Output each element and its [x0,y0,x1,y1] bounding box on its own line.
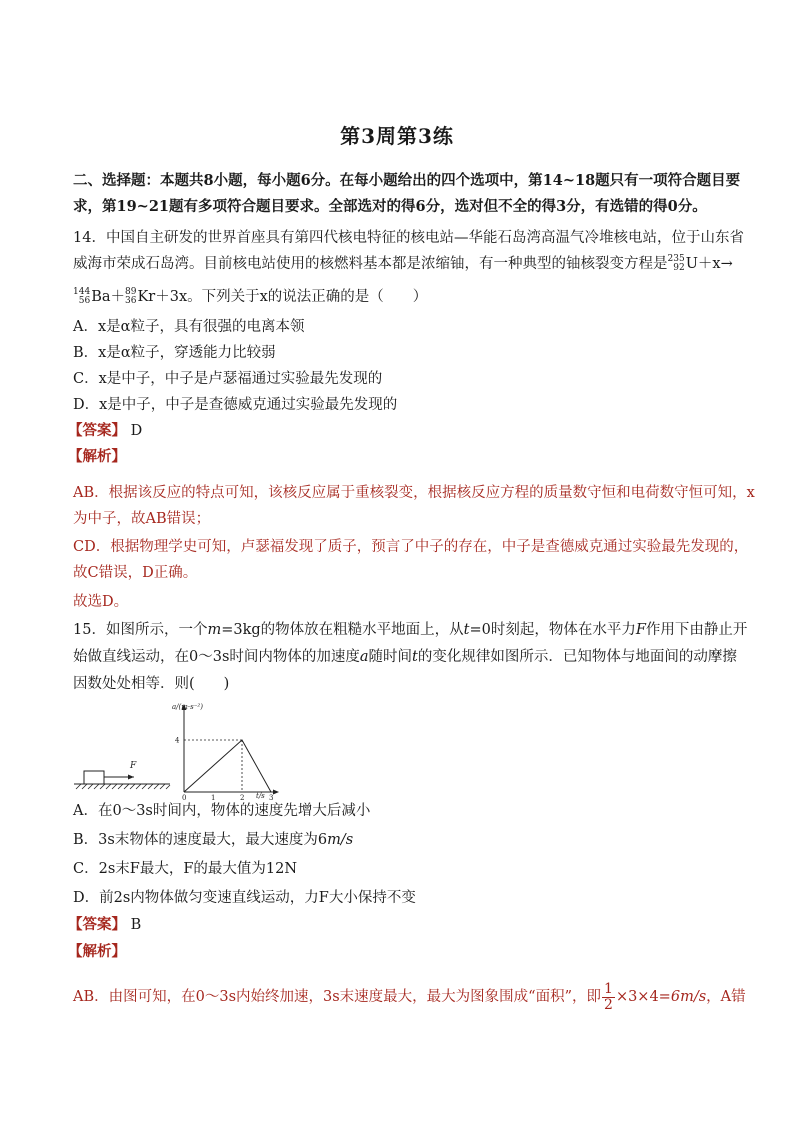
q14-analysis-line1: AB．根据该反应的特点可知，该核反应属于重核裂变，根据核反应方程的质量数守恒和电荷数守恒可知，x [73,485,755,501]
a-t-series-line [184,740,271,792]
q14-stem-line2: 威海市荣成石岛湾。目前核电站使用的核燃料基本都是浓缩铀，有一种典型的铀核裂变方程是 235 92 U＋x→ [73,254,733,273]
q14-analysis-line5: 故选D。 [73,594,129,610]
q15-option-c: C．2s末F最大，F的最大值为12N [73,861,298,877]
q14-analysis-line2: 为中子，故AB错误； [73,511,211,527]
fraction-one-half: $\frac{1}{2}$ [604,980,613,1013]
q15-figure [70,700,300,800]
force-label: F [130,761,137,771]
section-instructions-line2: 求，第19~21题有多项符合题目要求。全部选对的得6分，选对但不全的得3分，有选错的得0分。 [73,198,707,215]
x-tick-label: 0 [182,794,187,800]
y-tick-label: 4 [175,736,180,745]
q14-analysis-line4: 故C错误，D正确。 [73,565,198,581]
q15-stem-line1: 15．如图所示，一个m=3kg的物体放在粗糙水平地面上，从t=0时刻起，物体在水平力F作用下由静止开 [73,622,748,638]
q15-analysis-label: 【解析】 [68,943,126,960]
block [84,771,104,784]
q14-stem-line1: 14．中国自主研发的世界首座具有第四代核电特征的核电站—华能石岛湾高温气冷堆核电站，位于山东省 [73,230,744,246]
y-axis-label: a/(m·s⁻²) [172,703,203,711]
q14-analysis-line3: CD．根据物理学史可知，卢瑟福发现了质子，预言了中子的存在，中子是查德威克通过实验最先发现的， [73,539,749,555]
q14-option-b: B．x是α粒子，穿透能力比较弱 [73,345,276,361]
force-arrow [104,775,134,780]
x-tick-label: 3 [269,794,274,800]
barium-nuclide-indices: 144 56 [73,287,91,306]
q15-option-b: B．3s末物体的速度最大，最大速度为6m/s [73,832,354,848]
q14-analysis-label: 【解析】 [68,448,126,465]
krypton-nuclide-indices: 89 36 [125,287,137,306]
x-tick-label: 2 [240,794,245,800]
q14-option-a: A．x是α粒子，具有很强的电离本领 [73,319,305,335]
q15-analysis-line1: AB．由图可知，在0～3s内始终加速，3s末速度最大，最大为图象围成“面积”，即 $\frac{1}{2}$ ×3×4=6m/s，A错 [73,980,746,1013]
uranium-nuclide-indices: 235 92 [667,254,685,273]
q14-answer: 【答案】 D [68,422,143,439]
q15-stem-line3: 因数处处相等．则( ) [73,676,230,692]
q14-option-d: D．x是中子，中子是查德威克通过实验最先发现的 [73,397,398,413]
ground [74,784,170,789]
page-title: 第3周第3练 [340,124,454,148]
uranium-symbol: U [685,256,698,272]
x-axis-label: t/s [256,792,265,800]
q15-option-a: A．在0～3s时间内，物体的速度先增大后减小 [73,803,371,819]
x-tick-label: 1 [211,794,216,800]
q15-stem-line2: 始做直线运动，在0～3s时间内物体的加速度a随时间t的变化规律如图所示．已知物体与地面间的动摩擦 [73,649,737,665]
q14-option-c: C．x是中子，中子是卢瑟福通过实验最先发现的 [73,371,383,387]
q15-answer: 【答案】 B [68,916,142,933]
q14-stem-line3: 144 56 Ba＋ 89 36 Kr＋3x。下列关于x的说法正确的是（ ） [73,287,428,306]
section-instructions-line1: 二、选择题：本题共8小题，每小题6分。在每小题给出的四个选项中，第14~18题只有一项符合题目要 [73,172,741,189]
q15-option-d: D．前2s内物体做匀变速直线运动，力F大小保持不变 [73,890,416,906]
